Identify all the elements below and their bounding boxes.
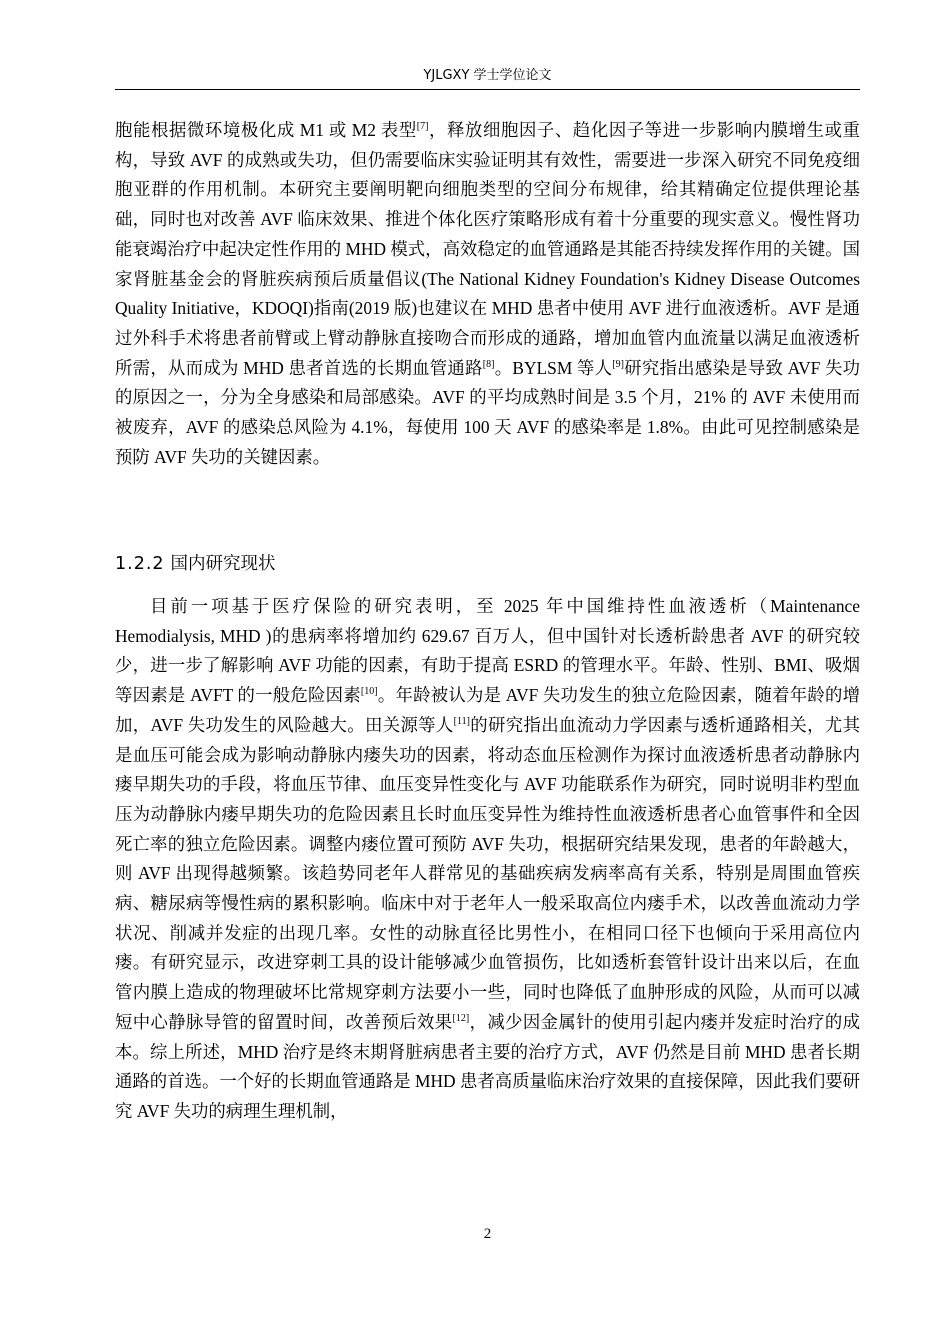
paragraph-1-text-b: ，释放细胞因子、趋化因子等进一步影响内膜增生或重构，导致 AVF 的成熟或失功，但仍需要临床实验证明其有效性，需要进一步深入研究不同免疫细胞亚群的作用机制。本研究主要阐明靶向细胞类型的空间分布规律，给其精确定位提供理论基础，同时也对改善 AVF 临床效果、推进个体化医疗策略形成有着十分重要的现实意义。慢性肾功能衰竭治疗中起决定性作用的 MHD 模式，高效稳定的血管通路是其能否持续发挥作用的关键。国家肾脏基金会的肾脏疾病预后质量倡议(The National Kidney Foundation's Kidney Disease Outcomes Quality Initiative，KDOQI)指南(2019 版)也建议在 MHD 患者中使用 AVF 进行血液透析。AVF 是通过外科手术将患者前臂或上臂动静脉直接吻合而形成的通路，增加血管内血流量以满足血液透析所需，从而成为 MHD 患者首选的长期血管通路 <box>115 120 860 378</box>
paragraph-1-text-d: 研究指出感染是导致 AVF 失功的原因之一，分为全身感染和局部感染。AVF 的平均成熟时间是 3.5 个月，21% 的 AVF 未使用而被废弃，AVF 的感染总风险为 4.1%，每使用 100 天 AVF 的感染率是 1.8%。由此可见控制感染是预防 AVF 失功的关键因素。 <box>115 357 861 467</box>
paragraph-2-text-d: ，减少因金属针的使用引起内瘘并发症时治疗的成本。综上所述，MHD 治疗是终末期肾脏病患者主要的治疗方式，AVF 仍然是目前 MHD 患者长期通路的首选。一个好的长期血管通路是 MHD 患者高质量临床治疗效果的直接保障，因此我们要研究 AVF 失功的病理生理机制， <box>115 1011 860 1121</box>
citation-8: [8] <box>482 358 495 370</box>
citation-7: [7] <box>416 121 429 133</box>
page-number: 2 <box>483 1226 492 1242</box>
header-rule <box>115 89 860 90</box>
citation-10: [10] <box>360 686 378 698</box>
running-header: YJLGXY 学士学位论文 <box>423 68 552 83</box>
paragraph-2-text-a: 目前一项基于医疗保险的研究表明，至 2025 年中国维持性血液透析（Maintenance Hemodialysis, MHD )的患病率将增加约 629.67 百万人，但中国针对长透析龄患者 AVF 的研究较少，进一步了解影响 AVF 功能的因素，有助于提高 ESRD 的管理水平。年龄、性别、BMI、吸烟等因素是 AVFT 的一般危险因素 <box>115 596 860 706</box>
section-number: 1.2.2 <box>115 554 165 574</box>
paragraph-2-text-c: 的研究指出血流动力学因素与透析通路相关，尤其是血压可能会成为影响动静脉内瘘失功的因素，将动态血压检测作为探讨血液透析患者动静脉内瘘早期失功的手段，将血压节律、血压变异性变化与 AVF 功能联系作为研究，同时说明非杓型血压为动静脉内瘘早期失功的危险因素且长时血压变异性为维持性血液透析患者心血管事件和全因死亡率的独立危险因素。调整内瘘位置可预防 AVF 失功，根据研究结果发现，患者的年龄越大，则 AVF 出现得越频繁。该趋势同老年人群常见的基础疾病发病率高有关系，特别是周围血管疾病、糖尿病等慢性病的累积影响。临床中对于老年人一般采取高位内瘘手术，以改善血流动力学状况、削减并发症的出现几率。女性的动脉直径比男性小，在相同口径下也倾向于采用高位内瘘。有研究显示，改进穿刺工具的设计能够减少血管损伤，比如透析套管针设计出来以后，在血管内膜上造成的物理破坏比常规穿刺方法要小一些，同时也降低了血肿形成的风险，从而可以减短中心静脉导管的留置时间，改善预后效果 <box>115 714 860 1032</box>
citation-9: [9] <box>612 358 624 370</box>
body-paragraph-2 <box>115 592 860 1127</box>
citation-11: [11] <box>453 716 470 728</box>
body-paragraph-1 <box>115 116 860 472</box>
section-heading <box>115 551 276 577</box>
section-title: 国内研究现状 <box>170 554 276 574</box>
paragraph-1-text-c: 。BYLSM 等人 <box>494 357 613 378</box>
paragraph-2-text-b: 。年龄被认为是 AVF 失功发生的独立危险因素，随着年龄的增加，AVF 失功发生的风险越大。田关源等人 <box>115 685 860 735</box>
citation-12: [12] <box>452 1013 470 1025</box>
paragraph-1-text-a: 胞能根据微环境极化成 M1 或 M2 表型 <box>115 120 417 140</box>
